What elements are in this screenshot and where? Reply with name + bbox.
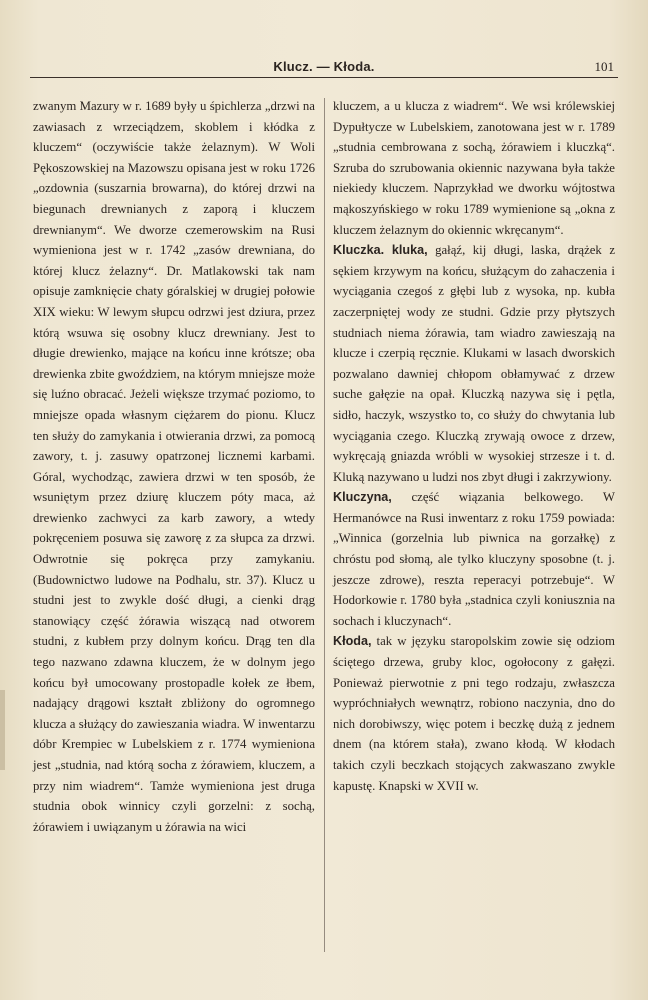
running-title: Klucz. — Kłoda. [273, 59, 375, 74]
headword: Kłoda, [333, 634, 372, 649]
headword: Kluczka. kluka, [333, 243, 428, 258]
text-columns [33, 96, 615, 962]
right-column-intro: kluczem, a u klucza z wiadrem“. We wsi królewskiej Dypułtycze w Lubelskiem, zanotowana jest w r. 1789 „studnia cembrowana z sochą, żórawiem i kluczką“. Szruba do szrubowania okiennic nazywana była także niekiedy kluczem. Naprzykład we dworku wójtostwa mąkoszyńskiego w roku 1789 wymienione są „okna z kluczem żelaznym do okiennic wkręcanym“. [333, 99, 615, 237]
entry-text: część wiązania belkowego. W Hermanówce na Rusi inwentarz z roku 1759 powiada: „Winnica (gorzelnia lub piwnica na gorzałkę) z chróstu pod słomą, ale tylko kluczyny sposobne (t. j. jeszcze zdrowe), reszta reperacyi potrzebuje“. W Hodorkowie r. 1780 była „stadnica czyli koniusznia na sochach i kluczynach“. [333, 490, 615, 628]
page-number: 101 [594, 59, 614, 74]
left-column-text: zwanym Mazury w r. 1689 były u śpichlerza „drzwi na zawiasach z wrzeciądzem, skoblem i kłódka z kluczem“ (oczywiście także żelaznym). W Woli Pękoszowskiej na Mazowszu opisana jest w roku 1726 „ozdownia (suszarnia browarna), do której drzwi na biegunach drewnianych z zaporą i kluczem drewnianym“. We dworze czemerowskim na Rusi wymieniona jest w r. 1742 „zasów drewniana, do której klucz żelazny“. Dr. Matlakowski tak nam opisuje zamknięcie chaty góralskiej w drugiej połowie XIX wieku: W lewym słupcu odrzwi jest dziura, przez którą wsuwa się osobny klucz drewniany. Jest to długie drewienko, mające na końcu inne krótsze; oba drewienka zbite gwoździem, na którym mniejsze może się luźno obracać. Jeżeli większe trzymać poziomo, to mniejsze opada własnym ciężarem do pionu. Klucz ten służy do zamykania i otwierania drzwi, za pomocą zawory, t. j. zasuwy opatrzonej licznemi karbami. Góral, wychodząc, zawiera drzwi w ten sposób, że wsuniętym przez dziurę kluczem póty maca, aż drewienko zachwyci za karb zawory, a wtedy pokręceniem posuwa się zaworę z za słupca za drzwi. Odwrotnie się pokręca przy zamykaniu. (Budownictwo ludowe na Podhalu, str. 37). Klucz u studni jest to zwykle dość długi, a cienki drąg stanowiący część żórawia wiszącą nad otworem studni, z kubłem przy dolnym końcu. Drąg ten dla tego nazwano zdawna kluczem, że w dolnym jego końcu był umocowany prostopadle kołek ze łbem, nadający drągowi kształt zbliżony do ogromnego klucza a służący do zawieszania wiadra. W inwentarzu dóbr Krempiec w Lubelskiem z r. 1774 wymieniona jest „studnia, nad którą socha z żórawiem, kluczem, a przy nim wiadrem“. Tamże wymieniona jest druga studnia obok winnicy czyli gorzelni: z sochą, żórawiem i uwiązanym u żórawia na wici [33, 99, 315, 834]
right-column [333, 96, 615, 962]
entry-text: gałąź, kij długi, laska, drążek z sękiem krzywym na końcu, służącym do zahaczenia i wyciągania czegoś z głębi lub z wysoka, np. kubła zaczerpniętej wody ze studni. Gdzie przy płytszych studniach niema żórawia, tam wiadro zawieszają na klucze i czerpią ręcznie. Klukami w lasach dworskich pozwalano dawniej chłopom obłamywać z drzew suche gałęzie na opał. Kluczką nazywa się i pętla, sidło, haczyk, wszystko to, co służy do chwytania lub wyciągania czego. Kluczką zrywają owoce z drzew, wykręcają gniazda wróbli w wysokiej strzesze i t. d. Kluką nazywano u ludzi nos zbyt długi i zakrzywiony. [333, 243, 615, 484]
left-column [33, 96, 315, 962]
entry-kluczyna [333, 487, 615, 631]
entry-kluczka [333, 240, 615, 487]
page-edge-shadow [0, 690, 5, 770]
entry-kloda [333, 631, 615, 796]
page-header [30, 55, 618, 78]
entry-text: tak w języku staropolskim zowie się odziom ściętego drzewa, gruby kloc, ogołocony z gałęzi. Ponieważ pierwotnie z pni tego rodzaju, zwłaszcza wypróchniałych wewnątrz, robiono naczynia, dno do nich dorobiwszy, więc potem i beczkę dużą z jednem dnem (na którem stała), zwano kłodą. W kłodach takich czyli beczkach stojących zakwaszano zwykle kapustę. Knapski w XVII w. [333, 634, 615, 793]
headword: Kluczyna, [333, 490, 392, 505]
